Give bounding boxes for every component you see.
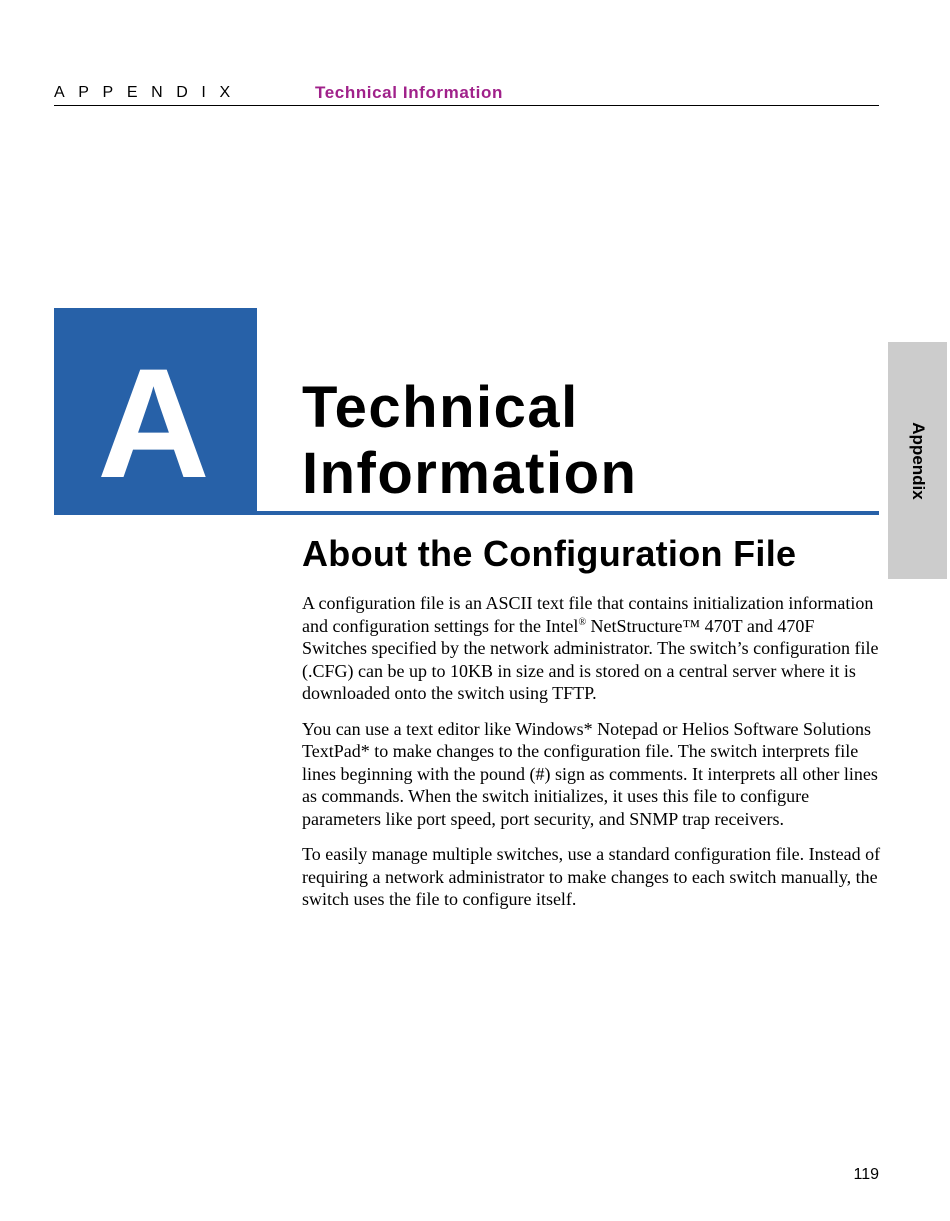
side-tab-label: Appendix [908,421,928,500]
paragraph-3: To easily manage multiple switches, use a standard configuration file. Instead of requiring a network administrator to make changes to each switch manually, the switch uses the file to configure itself. [302,844,881,909]
paragraph-1-part1: A configuration file is an ASCII text file that contains initialization information and configuration settings for the Intel [302,593,874,636]
chapter-letter-box [54,308,257,514]
running-header [54,83,879,106]
page-number: 119 [853,1166,879,1183]
paragraph-1-part3: 470T and 470F Switches specified by the network administrator. The switch’s configuration file (.CFG) can be up to 10KB in size and is stored on a central server where it is downloaded onto the switch using TFTP. [302,615,879,703]
chapter-title-line1: Technical [302,375,579,440]
chapter-divider [54,511,879,515]
chapter-title [302,375,637,507]
registered-mark: ® [578,616,587,628]
chapter-title-line2: Information [302,441,638,506]
paragraph-2: You can use a text editor like Windows* Notepad or Helios Software Solutions TextPad* to make changes to the configuration file. The switch interprets file lines beginning with the pound (#) sign as comments. It interprets all other lines as commands. When the switch initializes, it uses this file to configure parameters like port speed, port security, and SNMP trap receivers. [302,718,878,829]
paragraph-1-part2: NetStructure [586,615,683,636]
appendix-side-tab [888,342,947,579]
paragraph-1 [302,592,882,705]
section-body [302,592,882,924]
header-appendix-label: APPENDIX [54,84,244,101]
header-chapter-title: Technical Information [315,83,503,102]
chapter-letter: A [97,337,214,511]
trademark-mark: ™ [682,615,701,636]
section-heading: About the Configuration File [302,533,797,574]
